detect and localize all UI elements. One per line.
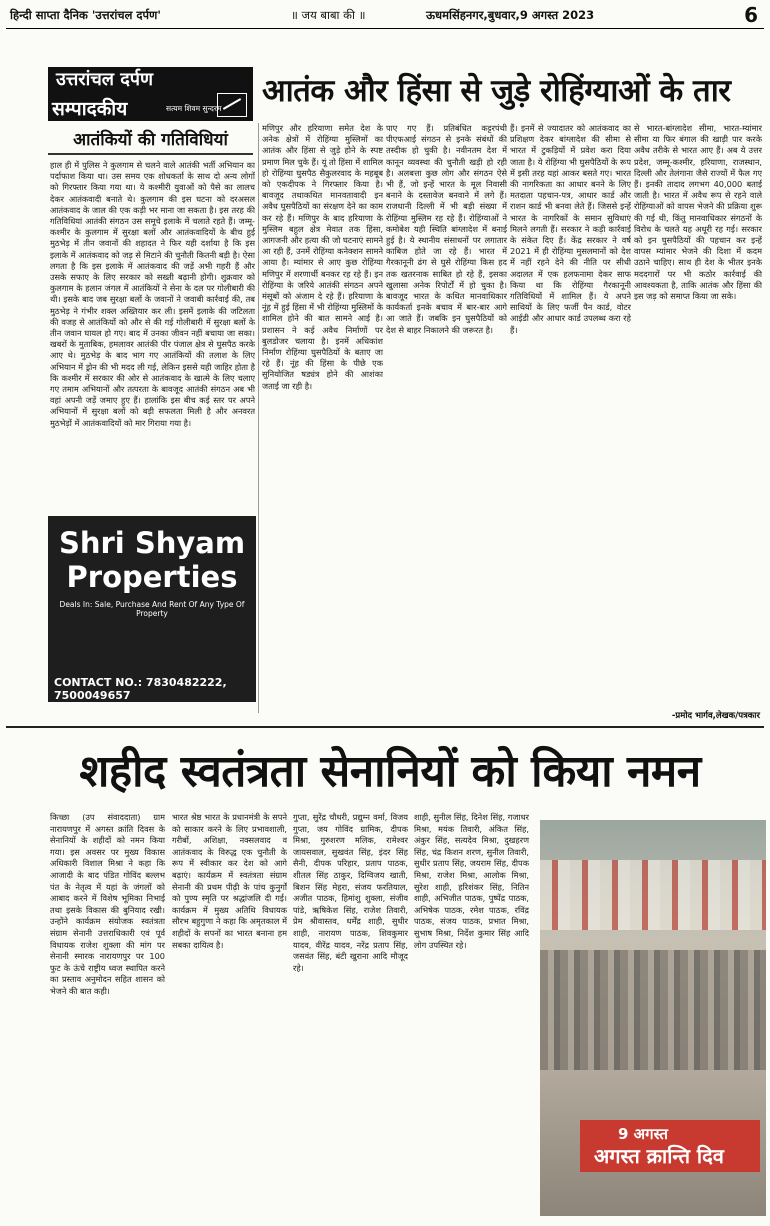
article-column-5: से भारत-बांग्लादेश सीमा, भारत-म्यांमार सीमा या फिर बंगाल की खाड़ी पार करके अवैध तरीके से भारत आए हैं। अब ये उत्तर प्रदेश, जम्मू-कश्मीर, हरियाणा, राजस्थान, दिल्ली और तेलंगाना जैसे राज्यों में फैल गए हैं। इनकी तादाद लगभग 40,000 बताई जाती है। भारत में अवैध रूप से रहने वाले रोहिंग्याओं को वापस भेजने की प्रक्रिया शुरू की गई थी, किंतु मानवाधिकार संगठनों के विरोध के चलते यह अधूरी रह गई। सरकार को इन घुसपैठियों की पहचान कर इन्हें वापस म्यांमार भेजने की दिशा में कदम उठाने चाहिए। साथ ही देश के भीतर इनके मददगारों पर भी कठोर कार्रवाई की आवश्यकता है, ताकि आतंक और हिंसा की इस जड़ को समाप्त किया जा सके। — [634, 123, 762, 302]
masthead-bar — [6, 4, 764, 29]
section-title: सम्पादकीय — [52, 98, 128, 120]
photo-stage — [540, 860, 766, 930]
column-rule — [258, 123, 259, 713]
article-byline: -प्रमोद भार्गव,लेखक/पत्रकार — [671, 711, 760, 721]
ad-title: Shri Shyam Properties — [58, 526, 246, 594]
editorial-subhead: आतंकियों की गतिविधियां — [73, 130, 228, 150]
article-column-4: हैं। इनमें से ज्यादातर को आतंकवाद का प्रशिक्षण देकर बांग्लादेश की सीमा से भारत में टुकड़ियों में प्रवेश करा दिया जाता है। ये रोहिंग्या भी घुसपैठियों के रूप में इसी तरह यहां आकर बसते गए। भारत की नागरिकता का आधार बनने के लिए मतदाता पहचान-पत्र, आधार कार्ड और राशन कार्ड भी बनवा लेते हैं। जिससे इन्हें भारत के नागरिकों के समान सुविधाएं मिलने लगती हैं। सरकार ने कड़ी कार्रवाई के संकेत दिए हैं। केंद्र सरकार ने वर्ष 2021 में ही रोहिंग्या मुसलमानों को देश में नहीं रहने देने की नीति पर सीधी अदालत में एक हलफनामा देकर साफ किया था कि रोहिंग्या गैरकानूनी गतिविधियों में शामिल हैं। ये अपने साथियों के लिए फर्जी पैन कार्ड, वोटर आईडी और आधार कार्ड उपलब्ध करा रहे हैं। — [510, 123, 631, 335]
photo-banner — [580, 1120, 760, 1172]
article-column-2: मणिपुर और हरियाणा समेत देश के अनेक क्षेत्रों में रोहिंग्या मुस्लिमों का आतंक और हिंसा से जुड़े होने के स्पष्ट प्रमाण मिल चुके हैं। यूं तो हिंसा में शामिल हो रोहिंग्या घुसपैठ सैकुलरवाद के महबूब को एकदीपक ने गिरफ्तार किया है। बावजूद तथाकथित मानवतावादी इन अवैध घुसपैठियों का संरक्षण देने का काम कर रहे हैं। मणिपुर के बाद हरियाणा के मुस्लिम बहुल क्षेत्र मेवात तक हिंसा, आगजनी और हत्या की जो घटनाएं सामने आ रही हैं, उनमें रोहिंग्या कनेक्शन सामने आया है। म्यांमार से आए कुछ रोहिंग्या मणिपुर में शरणार्थी बनकर रह रहे हैं। इन रोहिंग्या के जरिये आतंकी संगठन अपने मंसूबों को अंजाम दे रहे हैं। हरियाणा के नूंह में हुई हिंसा में भी रोहिंग्या मुस्लिमों के शामिल होने की बात सामने आई है। प्रशासन ने कई अवैध निर्माणों पर बुलडोजर चलाया है। इनमें अधिकांश निर्माण रोहिंग्या घुसपैठियों के बताए जा रहे हैं। नूंह की हिंसा के पीछे एक सुनियोजित षड्यंत्र होने की आशंका जताई जा रही है। — [262, 123, 383, 391]
section-divider — [6, 726, 764, 728]
story-column-2: भारत श्रेष्ठ भारत के प्रधानमंत्री के सपने को साकार करने के लिए प्रभावशाली, गरीबों, अशिक्षा, नक्सलवाद व आतंकवाद के विरुद्ध एक चुनौती के रूप में स्वीकार कर देश को आगे बढ़ाएं। कार्यक्रम में स्वतंत्रता संग्राम सेनानी की प्रथम पीढ़ी के पांच कुनुर्गों को पुण्य स्मृति पर श्रद्धांजलि दी गई। कार्यक्रम में मुख्य अतिथि विधायक सौरभ बहुगुणा ने कहा कि अमृतकाल में शहीदों के सपनों का भारत बनाना हम सबका दायित्व है। — [172, 812, 287, 950]
editorial-header — [48, 67, 253, 121]
brand-title: उत्तरांचल दर्पण — [56, 69, 154, 90]
masthead-publication: हिन्दी साप्ता दैनिक 'उत्तरांचल दर्पण' — [10, 8, 161, 22]
property-advertisement — [48, 516, 256, 702]
story-column-1: किच्छा (उप संवाददाता) ग्राम नारायणपुर में अगस्त क्रांति दिवस के सेनानियों के शहीदों को नमन किया गया। इस अवसर पर मुख्य विकास अधिकारी विशाल मिश्रा ने कहा कि आजादी के बाद पंडित गोविंद बल्लभ पंत के नेतृत्व में यहां के जंगलों को आबाद करने में विशेष भूमिका निभाई तथा इसके विकास की बुनियाद रखी। उन्होंने कार्यक्रम संयोजक स्वतंत्रता संग्राम सेनानी उत्तराधिकारी एवं पूर्व विधायक राजेश शुक्ला की मांग पर सेनानी स्मारक नारायणपुर पर 100 फुट के ऊंचे राष्ट्रीय ध्वज स्थापित करने का प्रस्ताव अनुमोदन सहित शासन को भेजने की बात कही। — [50, 812, 165, 996]
story-column-4: शाही, सुनील सिंह, दिनेश सिंह, गजाधर मिश्रा, मयंक तिवारी, अंकित सिंह, अंकुर सिंह, सत्यदेव मिश्रा, दुखहरण सिंह, चंद्र किशन शरण, सुनील तिवारी, सुधीर प्रताप सिंह, जयराम सिंह, दीपक मिश्रा, राजेश मिश्रा, आलोक मिश्रा, सुरेश शाही, हरिशंकर सिंह, नितिन शाही, अभिजीत पाठक, पुष्पेंद्र पाठक, अभिषेक पाठक, रमेश पाठक, रविंद्र पाठक, संजय पाठक, प्रभात मिश्रा, सुभाष मिश्रा, निर्देश कुमार सिंह आदि लोग उपस्थित रहे। — [414, 812, 529, 950]
masthead-motto: ॥ जय बाबा की ॥ — [291, 8, 366, 22]
editorial-headline: आतंक और हिंसा से जुड़े रोहिंग्याओं के तार — [262, 73, 731, 109]
ad-contact: CONTACT NO.: 7830482222, 7500049657 — [54, 676, 227, 702]
photo-banner-line2: अगस्त क्रान्ति दिव — [594, 1144, 724, 1168]
pen-icon — [217, 93, 247, 117]
photo-crowd — [540, 950, 766, 1070]
section-motto: सत्यम शिवम सुन्दरम — [166, 104, 222, 113]
subhead-divider — [48, 153, 253, 155]
event-photo — [540, 820, 766, 1216]
story-column-3: गुप्ता, सुरेंद्र चौधरी, प्रद्युम्न वर्मा, विजय गुप्ता, जय गोविंद ग्रामिक, दीपक मिश्रा, गुरुशरण मलिक, रामेश्वर जायसवाल, सुखवंत सिंह, इंदर सिंह सैनी, दीपक परिहार, प्रताप पाठक, शीतल सिंह ठाकुर, दिग्विजय खाती, बिशन सिंह मेहरा, संजय फरतियाल, अजीत पाठक, हिमांशु शुक्ला, संजीव पांडे, ऋषिकेश सिंह, राजेश तिवारी, प्रेम श्रीवास्तव, धर्मेंद्र शाही, सुधीर शाही, नारायण पाठक, शिवकुमार यादव, वीरेंद्र यादव, नरेंद्र प्रताप सिंह, जसवंत सिंह, बंटी खुराना आदि मौजूद रहे। — [293, 812, 408, 973]
ad-tagline: Deals In: Sale, Purchase And Rent Of Any Type Of Property — [59, 600, 245, 618]
page-number: 6 — [744, 3, 758, 27]
masthead-dateline: ऊधमसिंहनगर,बुधवार,9 अगस्त 2023 — [426, 8, 595, 22]
story-headline: शहीद स्वतंत्रता सेनानियों को किया नमन — [79, 746, 701, 797]
photo-banner-line1: 9 अगस्त — [618, 1125, 668, 1143]
editorial-column-1: हाल ही में पुलिस ने कुलगाम से चलने वाले आतंकी भर्ती अभियान का पर्दाफाश किया था। उस समय एक शोधकर्ता के साथ दो अन्य लोगों को गिरफ्तार किया गया था। ये कश्मीरी युवाओं को पैसे का लालच देकर आतंकवादी बनाते थे। कुलगाम की इस घटना को दरअसल आतंकवाद के जाल की एक कड़ी भर माना जा सकता है। इस तरह की गतिविधियां आतंकी संगठन उस समूचे इलाके में चलाते रहते हैं। जम्मू-कश्मीर के कुलगाम में सुरक्षा बलों और आतंकवादियों के बीच हुई मुठभेड़ में तीन जवानों की शहादत ने फिर यही दर्शाया है कि इस इलाके में आतंकवाद को जड़ से मिटाने की चुनौती कितनी बड़ी है। ऐसा लगता है कि इस इलाके में आतंकवाद की जड़ें अभी गहरी हैं और उसके सफाए के लिए सरकार को सख्ती बढ़ानी होगी। शुक्रवार को कुलगाम के हलान जंगल में आतंकियों ने सेना के दल पर गोलीबारी की थी। इसके बाद जब सुरक्षा बलों के जवानों ने जवाबी कार्रवाई की, तब मुठभेड़ ने गंभीर शक्ल अख्तियार कर ली। इसमें इलाके की जटिलता की वजह से आतंकियों को और से की गई गोलीबारी में सुरक्षा बलों के तीन जवान घायल हो गए। बाद में उनका जीवन नहीं बचाया जा सका। खबरों के मुताबिक, हमलावर आतंकी पीर पंजाल क्षेत्र से घुसपैठ करके आए थे। मुठभेड़ के बाद भाग गए आतंकियों की तलाश के लिए अभियान में ड्रोन की भी मदद ली गई, लेकिन इससे यही जाहिर होता है कि कश्मीर में सरकार की ओर से आतंकवाद के खात्मे के लिए चलाए गए तमाम अभियानों और तत्परता के बावजूद आतंकी संगठन अब भी वहां अपनी जड़ें जमाए हुए हैं। हालांकि इस बीच कई स्तर पर अपने अभियानों में सुरक्षा बलों को बड़ी सफलता मिली है और अनवरत मुठभेड़ों में आतंकवादियों को मार गिराया गया है। — [50, 160, 255, 428]
article-column-3: पाए गए हैं। प्रतिबंधित कट्टरपंथी पीएफआई संगठन से इनके संबंधों की तस्दीक हो चुकी है। नवीनतम देश में कानून व्यवस्था की चुनौती खड़ी हो रही है। अलबत्ता कुछ लोग और संगठन ऐसे भी हैं, जो इन्हें भारत के मूल निवासी बनाने के दस्तावेज बनवाने में लगे हैं। राजधानी दिल्ली में भी बड़ी संख्या में रोहिंग्या मुस्लिम रह रहे हैं। रोहिंग्याओं ने कमोबेश यही स्थिति बांग्लादेश में बनाई हुई है। ये स्थानीय संसाधनों पर लगातार काबिज होते जा रहे हैं। भारत में गैरकानूनी ढंग से घुसे रोहिंग्या किस हद तक खतरनाक साबित हो रहे हैं, इसका खुलासा अनेक रिपोर्टों में हो चुका है। बावजूद भारत के कथित मानवाधिकार कार्यकर्ता इनके बचाव में बार-बार आगे आ जाते हैं। जबकि इन घुसपैठियों को देश से बाहर निकालने की जरूरत है। — [386, 123, 507, 335]
